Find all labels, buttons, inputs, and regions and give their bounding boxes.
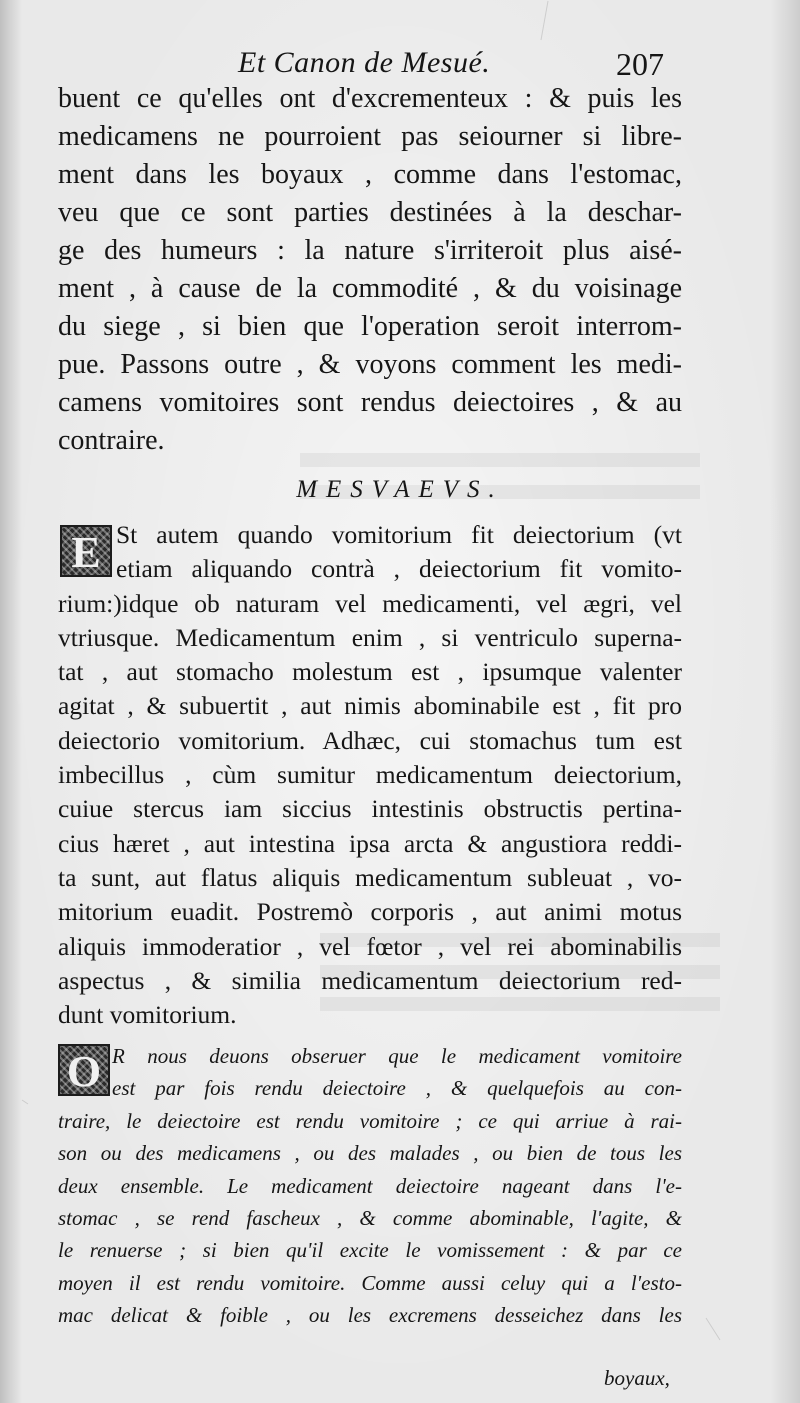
text-line: ta sunt, aut flatus aliquis medicamentum subleuat , vo- [58,862,682,892]
text-line: aspectus , & similia medicamentum deiectorium red- [58,965,682,995]
text-line: imbecillus , cùm sumitur medicamentum deiectorium, [58,760,682,790]
text-line: deux ensemble. Le medicament deiectoire nageant dans l'e- [58,1173,682,1198]
text-line: traire, le deiectoire est rendu vomitoire ; ce qui arriue à rai- [58,1108,682,1133]
text-line: etiam aliquando contrà , deiectorium fit vomito- [116,554,682,584]
text-line: deiectorio vomitorium. Adhæc, cui stomachus tum est [58,725,682,755]
text-line: ment dans les boyaux , comme dans l'estomac, [58,159,682,190]
text-line: vtriusque. Medicamentum enim , si ventriculo superna- [58,622,682,652]
text-line: moyen il est rendu vomitoire. Comme aussi celuy qui a l'esto- [58,1270,682,1295]
text-line: dunt vomitorium. [58,1000,237,1030]
text-line: son ou des medicamens , ou des malades , ou bien de tous les [58,1141,682,1166]
catchword: boyaux, [604,1366,670,1390]
text-line: ge des humeurs : la nature s'irriteroit plus aisé- [58,235,682,266]
text-line: buent ce qu'elles ont d'excrementeux : & puis les [58,83,682,114]
text-line: est par fois rendu deiectoire , & quelquefois au con- [112,1076,682,1101]
text-line: St autem quando vomitorium fit deiectorium (vt [116,520,682,549]
decorated-initial-o: O [58,1044,110,1096]
text-line: veu que ce sont parties destinées à la deschar- [58,197,682,228]
text-line: du siege , si bien que l'operation seroit interrom- [58,311,682,342]
text-line: mac delicat & foible , ou les excremens desseichez dans les [58,1303,682,1328]
decorated-initial-e: E [60,525,112,577]
page-number: 207 [616,46,664,82]
text-line: rium:)idque ob naturam vel medicamenti, vel ægri, vel [58,588,682,618]
text-line: mitorium euadit. Postremò corporis , aut animi motus [58,897,682,927]
text-line: R nous deuons obseruer que le medicament vomitoire [112,1044,682,1068]
text-line: agitat , & subuertit , aut nimis abominabile est , fit pro [58,691,682,721]
text-line: ment , à cause de la commodité , & du voisinage [58,273,682,304]
text-line: aliquis immoderatior , vel fœtor , vel rei abominabilis [58,931,682,961]
section-title: MESVAEVS. [296,476,504,503]
running-head: Et Canon de Mesué. [238,46,491,79]
text-line: pue. Passons outre , & voyons comment les medi- [58,349,682,380]
text-line: medicamens ne pourroient pas seiourner si libre- [58,121,682,152]
text-line: tat , aut stomacho molestum est , ipsumque valenter [58,657,682,687]
text-line: contraire. [58,425,165,456]
text-line: stomac , se rend fascheux , & comme abominable, l'agite, & [58,1205,682,1230]
text-line: cuiue stercus iam siccius intestinis obstructis pertina- [58,794,682,824]
text-line: cius hæret , aut intestina ipsa arcta & angustiora reddi- [58,828,682,858]
french-paragraph-1 [58,80,682,460]
text-line: le renuerse ; si bien qu'il excite le vomissement : & par ce [58,1238,682,1263]
text-line: camens vomitoires sont rendus deiectoires , & au [58,387,682,418]
french-paragraph-2 [58,1040,682,1332]
latin-paragraph [58,518,682,1032]
